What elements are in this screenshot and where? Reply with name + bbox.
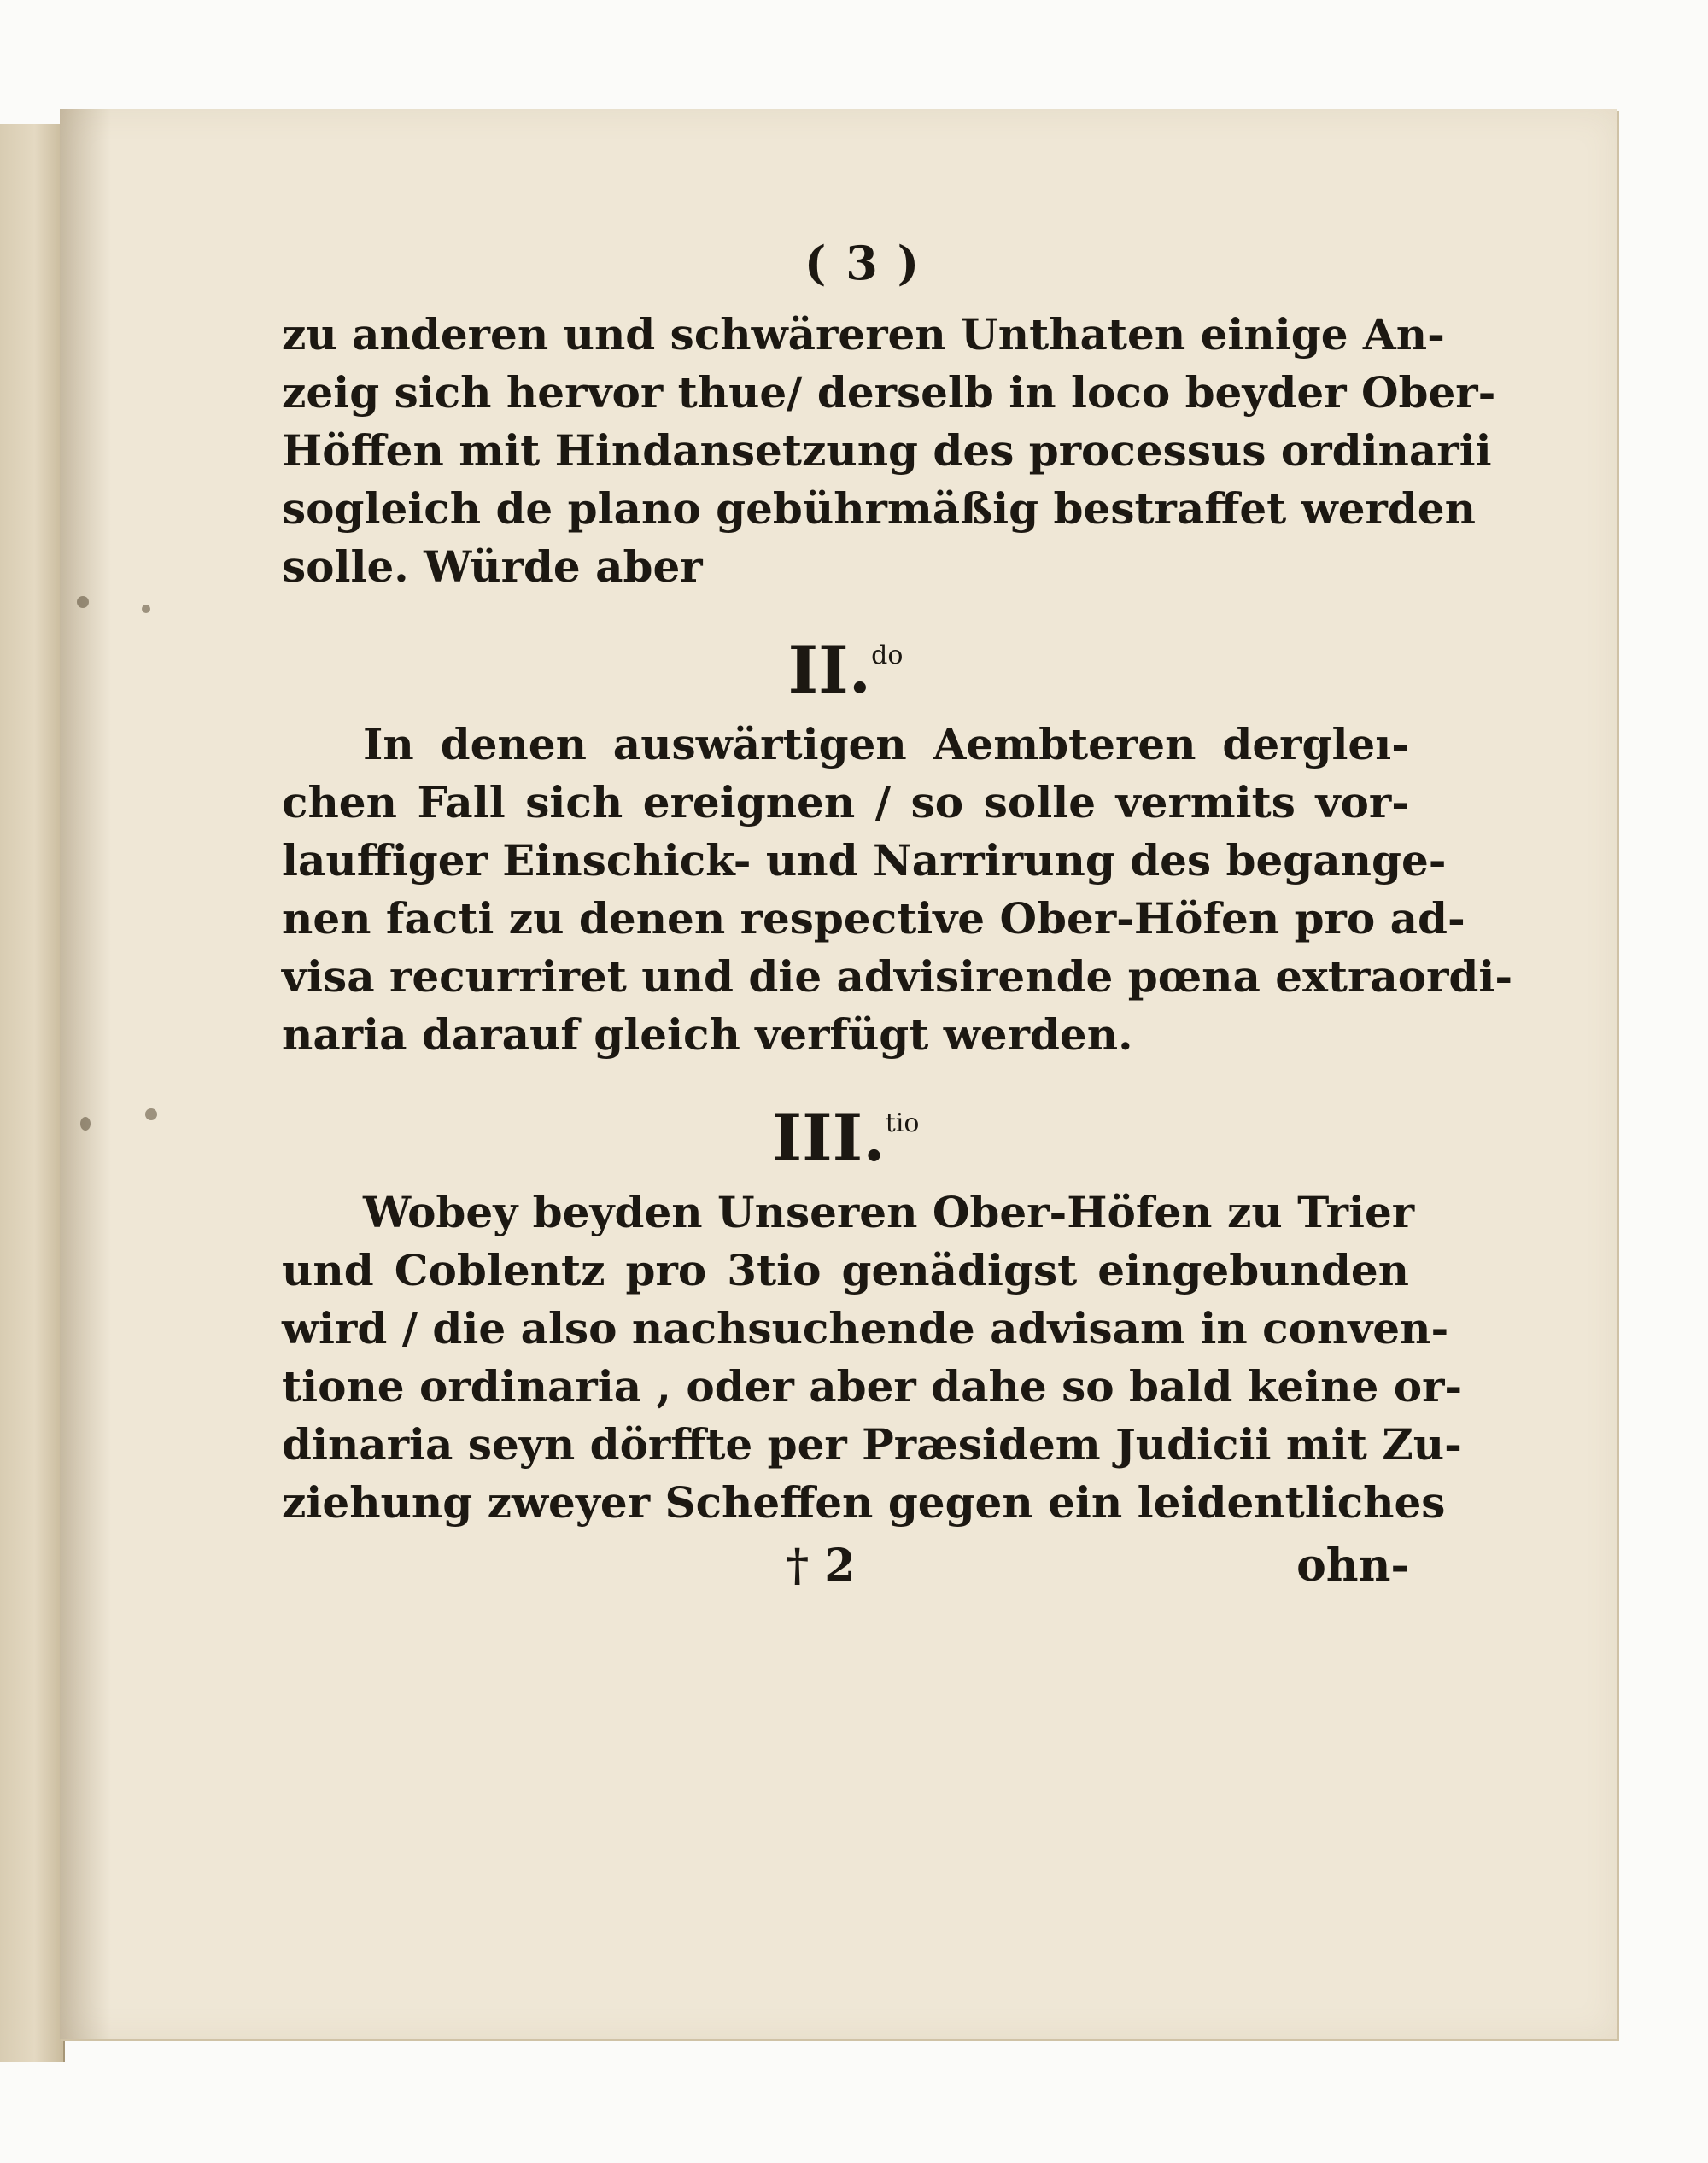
ink-stain [145,1108,157,1120]
text-line: solle. Würde aber [282,541,703,592]
section-number: II. [787,632,872,708]
text-line: naria darauf gleich verfügt werden. [282,1009,1133,1060]
ink-stain [142,605,150,613]
text-line: sogleich de plano gebührmäßig bestraffet werden [282,483,1476,534]
text-line: nen facti zu denen respective Ober-Höfen pro ad- [282,893,1465,944]
ink-stain [80,1117,91,1131]
text-line: chen Fall sich ereignen / so solle vermits vor- [282,777,1409,827]
paragraph-2 [282,716,1513,1064]
section-ordinal-suffix: do [871,640,904,670]
section-ordinal-suffix: tio [885,1108,920,1138]
section-number: III. [771,1100,886,1176]
catchword: ohn- [1296,1540,1409,1592]
running-head: ( 3 ) [804,236,921,290]
page-gutter-shadow [60,109,111,2039]
text-line: tione ordinaria , oder aber dahe so bald keine or- [282,1361,1463,1412]
text-line: ziehung zweyer Scheffen gegen ein leidentliches [282,1477,1446,1528]
text-line: lauffiger Einschick- und Narrirung des begange- [282,835,1447,886]
ink-stain [77,596,89,608]
section-heading-3 [282,1064,1409,1184]
text-line: In denen auswärtigen Aembteren dergleı- [363,719,1409,769]
text-line: visa recurriret und die advisirende pœna extraordi- [282,951,1513,1002]
text-block [282,220,1513,1600]
paragraph-1 [282,306,1496,596]
previous-page-edge [0,124,65,2062]
text-line: wird / die also nachsuchende advisam in conven- [282,1303,1449,1353]
book-page [60,109,1617,2039]
paragraph-3 [282,1184,1463,1532]
text-line: zeig sich hervor thue/ derselb in loco beyder Ober- [282,367,1496,418]
page-footer [282,1532,1409,1600]
signature-mark: † 2 [786,1540,856,1592]
text-line: Höffen mit Hindansetzung des processus ordinarii [282,425,1492,476]
text-line: dinaria seyn dörffte per Præsidem Judicii mit Zu- [282,1419,1462,1470]
text-line: Wobey beyden Unseren Ober-Höfen zu Trier [363,1187,1415,1237]
text-line: zu anderen und schwäreren Unthaten einige An- [282,309,1445,360]
text-line: und Coblentz pro 3tio genädigst eingebunden [282,1245,1409,1295]
section-heading-2 [282,596,1409,716]
